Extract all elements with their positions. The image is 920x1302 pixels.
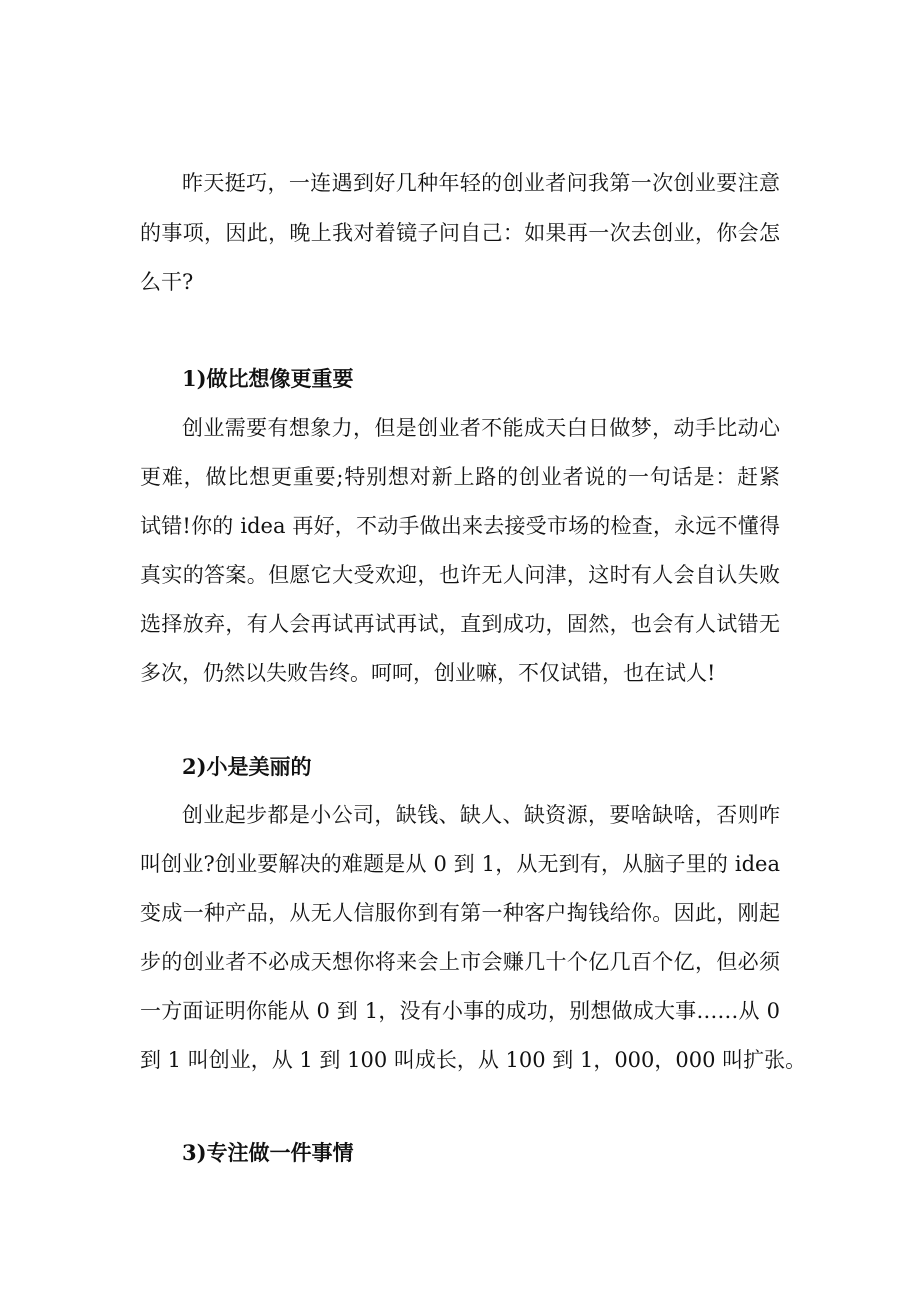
section-1-line-5: 选择放弃，有人会再试再试再试，直到成功，固然，也会有人试错无: [140, 612, 780, 636]
section-2-line-4: 步的创业者不必成天想你将来会上市会赚几十个亿几百个亿，但必须: [140, 950, 780, 974]
section-2-line-3: 变成一种产品，从无人信服你到有第一种客户掏钱给你。因此，刚起: [140, 901, 780, 925]
section-1-line-3: 试错!你的 idea 再好，不动手做出来去接受市场的检查，永远不懂得: [140, 514, 780, 538]
intro-line-1: 昨天挺巧，一连遇到好几种年轻的创业者问我第一次创业要注意: [182, 171, 780, 195]
section-1-line-1: 创业需要有想象力，但是创业者不能成天白日做梦，动手比动心: [182, 416, 780, 440]
intro-line-2: 的事项，因此，晚上我对着镜子问自己：如果再一次去创业，你会怎: [140, 221, 780, 245]
section-2-line-2: 叫创业?创业要解决的难题是从 0 到 1，从无到有，从脑子里的 idea: [140, 852, 780, 876]
section-2-line-6: 到 1 叫创业，从 1 到 100 叫成长，从 100 到 1，000，000 叫扩张。: [140, 1048, 807, 1072]
section-2-heading: 2)小是美丽的: [182, 754, 312, 779]
section-2-line-5: 一方面证明你能从 0 到 1，没有小事的成功，别想做成大事……从 0: [140, 999, 780, 1023]
section-1-line-2: 更难，做比想更重要;特别想对新上路的创业者说的一句话是：赶紧: [140, 465, 780, 489]
intro-line-3: 么干?: [140, 270, 194, 294]
section-1-line-6: 多次，仍然以失败告终。呵呵，创业嘛，不仅试错，也在试人!: [140, 661, 716, 685]
section-1-line-4: 真实的答案。但愿它大受欢迎，也许无人问津，这时有人会自认失败: [140, 563, 780, 587]
section-3-heading: 3)专注做一件事情: [182, 1140, 354, 1165]
section-1-heading: 1)做比想像更重要: [182, 366, 354, 391]
section-2-line-1: 创业起步都是小公司，缺钱、缺人、缺资源，要啥缺啥，否则咋: [182, 803, 780, 827]
